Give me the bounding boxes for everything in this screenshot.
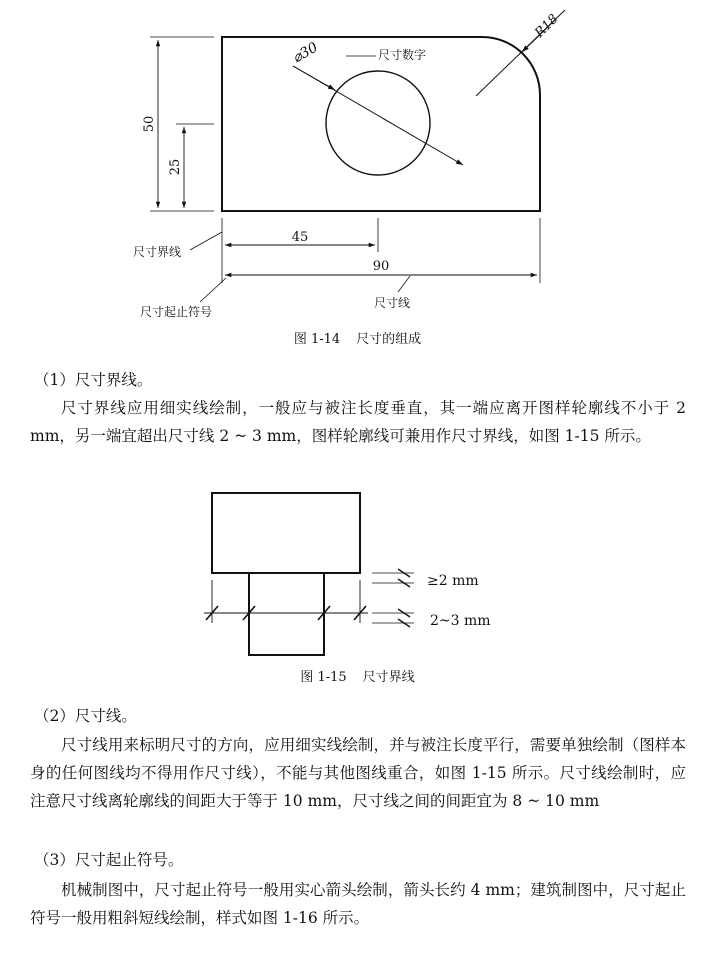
- diameter-arrow-start: [293, 66, 335, 90]
- extension-line-callout: 尺寸界线: [133, 245, 182, 259]
- figure-1-14: [0, 0, 715, 330]
- dim-90-label: 90: [372, 259, 390, 274]
- figure-1-15: [0, 480, 715, 680]
- gap-label: ≥2 mm: [427, 573, 479, 589]
- terminator-callout-leader: [200, 278, 226, 302]
- radius-label: R18: [532, 11, 562, 41]
- dim-line-callout: 尺寸线: [374, 296, 411, 310]
- caption-title: 尺寸界线: [362, 670, 415, 685]
- dim-25-label: 25: [168, 158, 183, 176]
- figure-1-15-caption: [0, 670, 715, 686]
- section3-body: 机械制图中，尺寸起止符号一般用实心箭头绘制，箭头长约 4 mm；建筑制图中，尺寸起止符号一般用粗斜短线绘制，样式如图 1-16 所示。: [30, 881, 686, 927]
- section2-body: 尺寸线用来标明尺寸的方向，应用细实线绘制，并与被注长度平行，需要单独绘制（图样本身的任何图线均不得用作尺寸线），不能与其他图线重合，如图 1-15 所示。尺寸线绘制时，应注意尺寸线离轮廓线的间距大于等于 10 mm，尺寸线之间的间距宜为 8 ~ 10 mm: [30, 736, 686, 810]
- caption-number: 图 1-15: [300, 670, 347, 685]
- dim-45-label: 45: [291, 230, 309, 245]
- section3-heading: （3）尺寸起止符号。: [34, 851, 184, 869]
- diameter-label: ⌀30: [290, 39, 321, 67]
- section1-body: 尺寸界线应用细实线绘制，一般应与被注长度垂直，其一端应离开图样轮廓线不小于 2 mm，另一端宜超出尺寸线 2 ~ 3 mm，图样轮廓线可兼用作尺寸界线，如图 1-15 所示。: [30, 399, 686, 445]
- terminator-callout: 尺寸起止符号: [140, 305, 213, 319]
- lower-block: [249, 573, 324, 655]
- caption-title: 尺寸的组成: [356, 332, 422, 347]
- dim-50-label: 50: [142, 115, 157, 133]
- dim-line-callout-leader: [398, 276, 410, 292]
- section1-heading: （1）尺寸界线。: [34, 371, 153, 389]
- over-label: 2~3 mm: [430, 613, 491, 629]
- extension-line-callout-leader: [190, 232, 222, 250]
- caption-number: 图 1-14: [293, 332, 341, 347]
- upper-block: [212, 493, 360, 573]
- section2-heading: （2）尺寸线。: [34, 707, 137, 725]
- dim-number-label: 尺寸数字: [378, 48, 427, 62]
- hole-circle: [326, 71, 430, 175]
- plate-outline: [222, 37, 540, 211]
- figure-1-14-caption: [0, 332, 715, 348]
